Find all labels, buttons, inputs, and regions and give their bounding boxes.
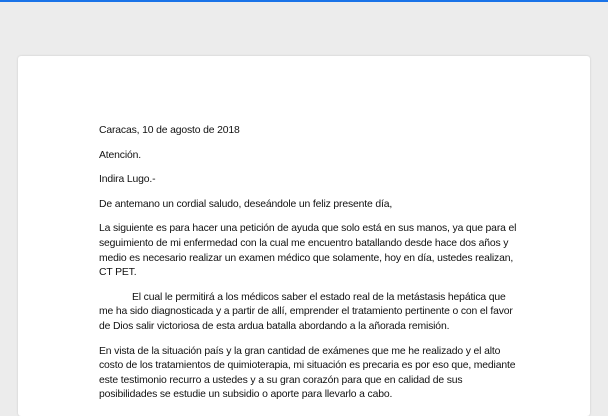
top-accent-bar — [0, 0, 608, 2]
date-line: Caracas, 10 de agosto de 2018 — [99, 125, 240, 136]
paragraph-purpose: El cual le permitirá a los médicos saber el estado real de la metástasis hepática que me ha sido diagnosticada y a partir de allí, emprender el tratamiento pertinente o con el favor de Dios salir victoriosa de esta ardua batalla abordando a la añorada remisión. — [99, 291, 513, 332]
greeting-line: De antemano un cordial saludo, deseándole un feliz presente día, — [99, 198, 393, 210]
document-page — [18, 56, 590, 416]
attention-line: Atención. — [99, 149, 141, 161]
letter-body — [99, 124, 519, 413]
paragraph-situation: En vista de la situación país y la gran cantidad de exámenes que me he realizado y el alto costo de los tratamientos de quimioterapia, mi situación es precaria es por eso que, mediante este testimonio recurro a ustedes y a su gran corazón para que en calidad de sus posibilidades se estudie un subsidio o aporte para llevarlo a cabo. — [99, 345, 516, 401]
paragraph-request: La siguiente es para hacer una petición de ayuda que solo está en sus manos, ya que para el seguimiento de mi enfermedad con la cual me encuentro batallando desde hace dos años y medio es necesario realizar un examen médico que solamente, hoy en día, ustedes realizan, CT PET. — [99, 223, 517, 279]
recipient-line: Indira Lugo.- — [99, 174, 156, 186]
